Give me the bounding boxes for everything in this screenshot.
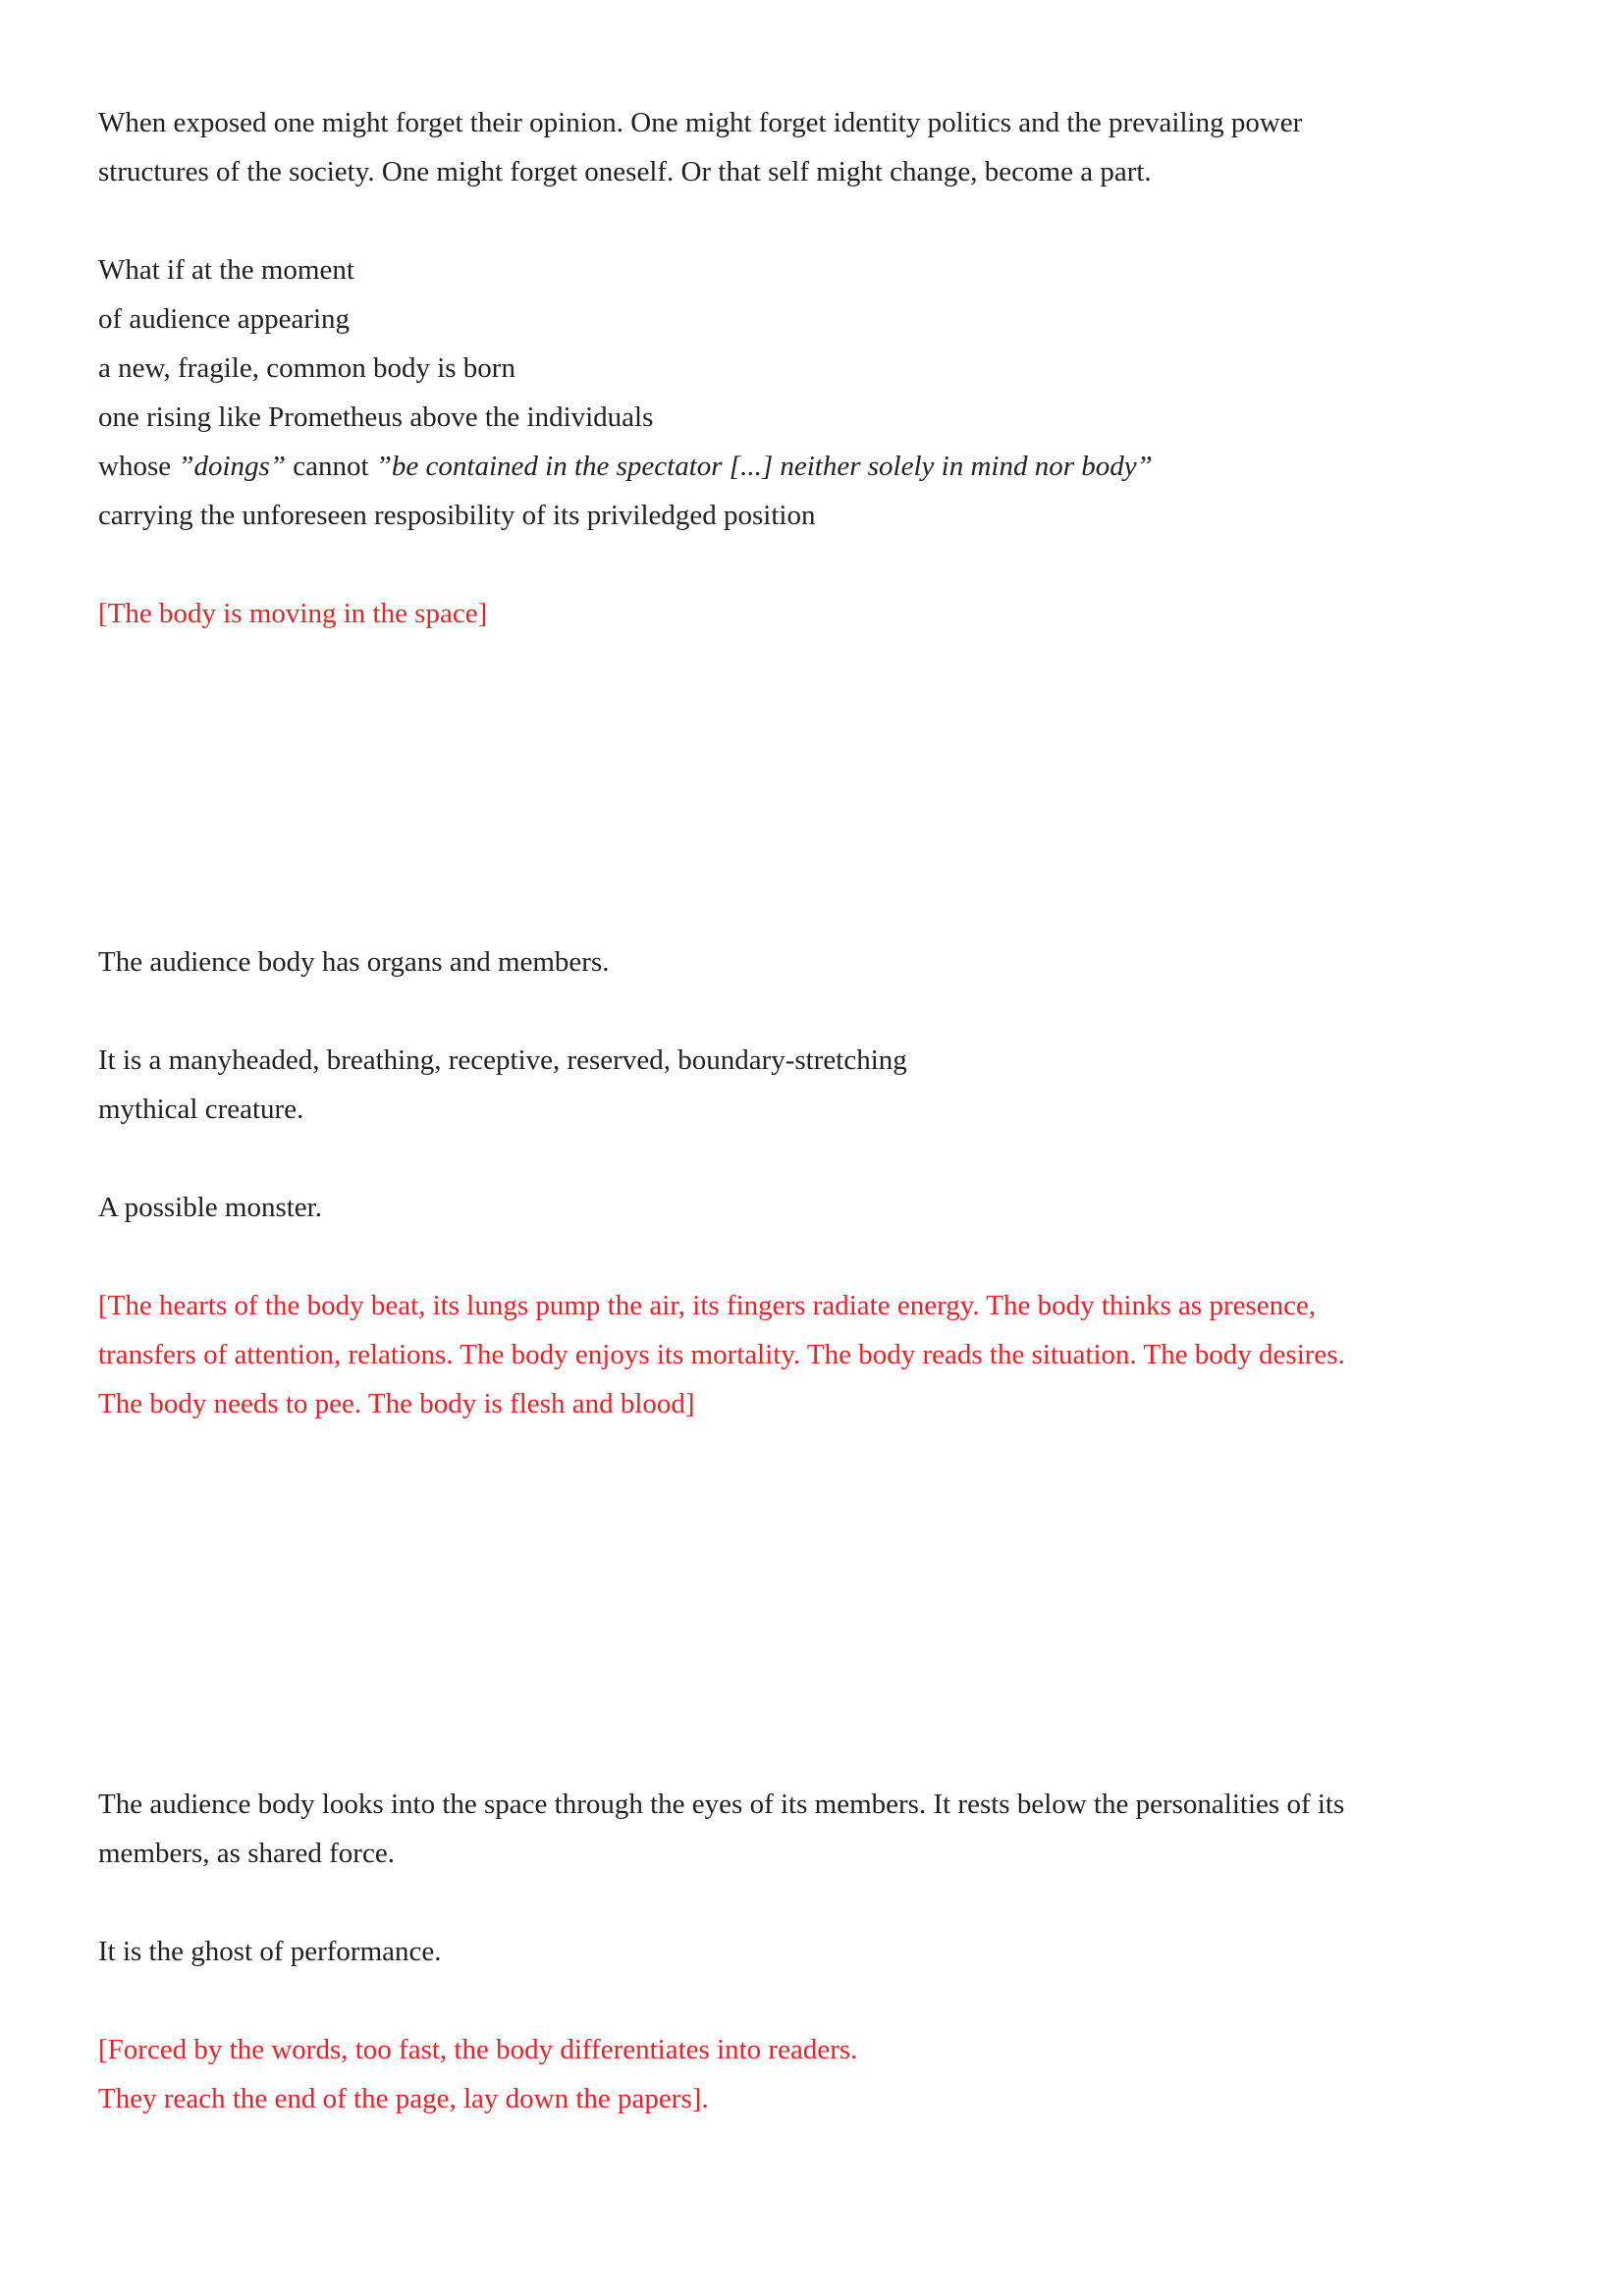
paragraph-organs-members <box>98 937 1538 987</box>
text-line: It is the ghost of performance. <box>98 1936 442 1967</box>
paragraph-ghost-of-performance <box>98 1927 1538 1976</box>
stanza-line: of audience appearing <box>98 303 351 335</box>
quoted-italic-text: ”be contained in the spectator [...] neither solely in mind nor body” <box>375 451 1153 482</box>
text-line: It is a manyheaded, breathing, receptive, reserved, boundary-stretching <box>98 1044 907 1076</box>
paragraph-possible-monster <box>98 1183 1538 1232</box>
stage-direction-moving <box>98 589 1538 638</box>
text-line: members, as shared force. <box>98 1838 395 1869</box>
stanza-line-quotes <box>98 442 1538 491</box>
paragraph-when-exposed <box>98 98 1538 196</box>
red-text-line: [The body is moving in the space] <box>98 598 488 629</box>
text-line: structures of the society. One might forget oneself. Or that self might change, become a part. <box>98 156 1152 187</box>
text-line: A possible monster. <box>98 1192 322 1223</box>
stanza-line: What if at the moment <box>98 254 354 286</box>
paragraph-looks-into-space <box>98 1780 1538 1878</box>
text-line: mythical creature. <box>98 1094 304 1125</box>
stage-direction-hearts <box>98 1281 1538 1428</box>
text-line: The audience body has organs and members. <box>98 946 610 978</box>
stage-direction-forced-by-words <box>98 2025 1538 2123</box>
red-text-line: [The hearts of the body beat, its lungs pump the air, its fingers radiate energy. The body thinks as presence, <box>98 1290 1317 1321</box>
red-text-line: [Forced by the words, too fast, the body differentiates into readers. <box>98 2034 858 2065</box>
stanza-line: a new, fragile, common body is born <box>98 352 515 384</box>
page-content <box>98 98 1538 2123</box>
stanza-line: carrying the unforeseen resposibility of its priviledged position <box>98 500 816 531</box>
paragraph-manyheaded <box>98 1036 1538 1134</box>
red-text-line: transfers of attention, relations. The body enjoys its mortality. The body reads the situation. The body desires. <box>98 1339 1345 1370</box>
stanza-line: one rising like Prometheus above the individuals <box>98 401 654 433</box>
text-line: When exposed one might forget their opinion. One might forget identity politics and the prevailing power <box>98 107 1303 138</box>
stanza-plain-text: whose <box>98 451 179 482</box>
quoted-italic-text: ”doings” <box>178 451 286 482</box>
stanza-what-if <box>98 245 1538 540</box>
text-line: The audience body looks into the space through the eyes of its members. It rests below the personalities of its <box>98 1789 1345 1820</box>
red-text-line: The body needs to pee. The body is flesh and blood] <box>98 1388 695 1419</box>
stanza-plain-text: cannot <box>285 451 376 482</box>
red-text-line: They reach the end of the page, lay down the papers]. <box>98 2083 709 2114</box>
